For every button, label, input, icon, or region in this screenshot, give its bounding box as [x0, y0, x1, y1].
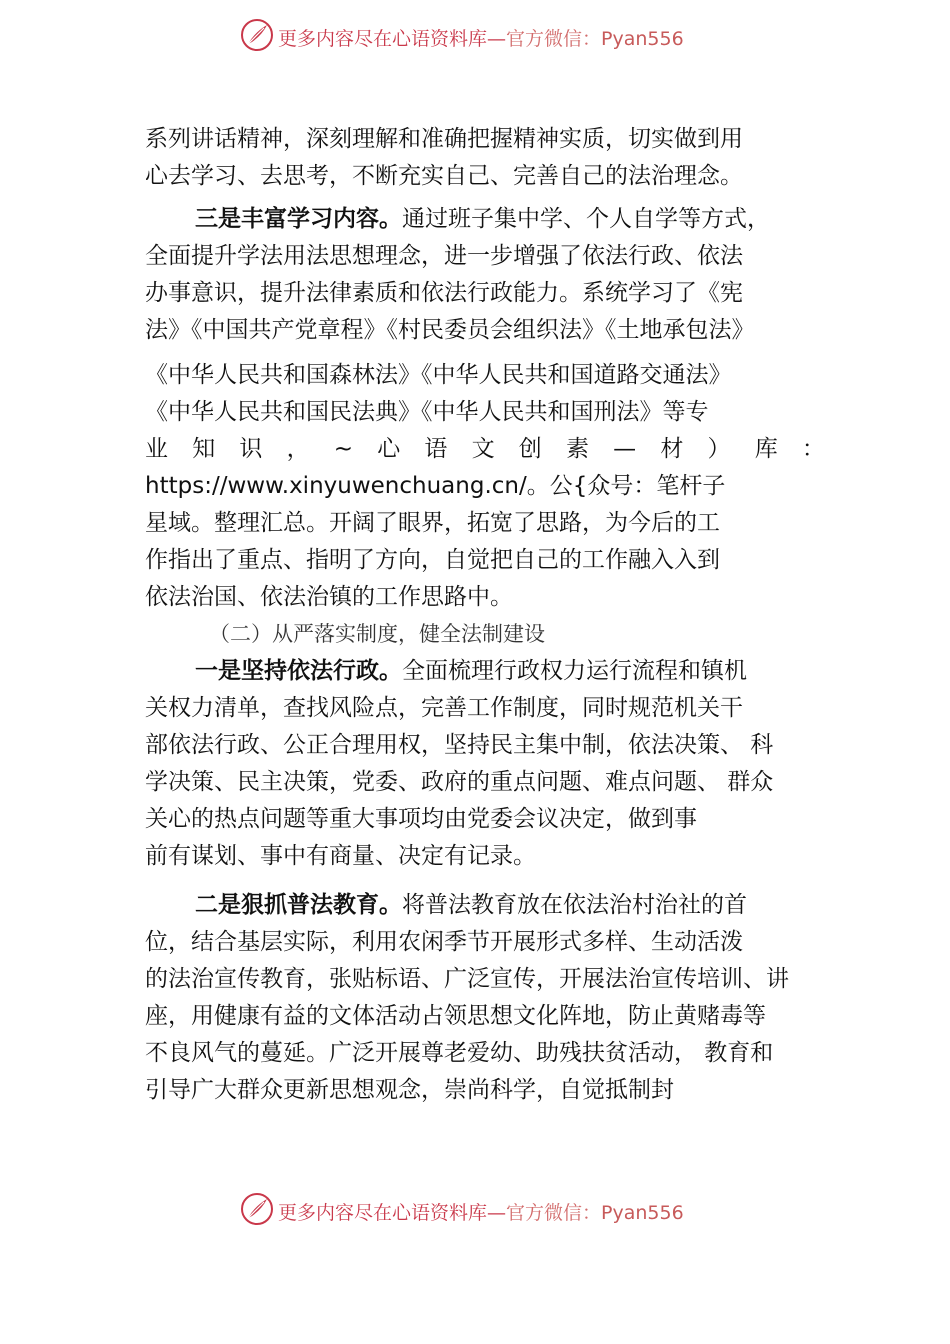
text-line-spaced — [145, 431, 825, 468]
banner-wechat-label: 官方微信： — [506, 28, 602, 50]
text-line: 《中华人民共和国民法典》《中华人民共和国刑法》等专 — [145, 399, 709, 425]
text-line: 依法治国、依法治镇的工作思路中。 — [145, 584, 513, 610]
text-span: 通过班子集中学、个人自学等方式， — [402, 206, 770, 232]
text-line: 引导广大群众更新思想观念，崇尚科学，自觉抵制封 — [145, 1077, 674, 1103]
spaced-char: ， — [286, 436, 310, 462]
text-line: 位，结合基层实际，利用农闲季节开展形式多样、生动活泼 — [145, 929, 743, 955]
spaced-char: 语 — [424, 436, 448, 462]
text-line: 部依法行政、公正合理用权，坚持民主集中制，依法决策、 科 — [145, 732, 774, 758]
spaced-char: 创 — [518, 436, 542, 462]
spaced-char: 文 — [471, 436, 495, 462]
spaced-char: ） — [707, 436, 731, 462]
spaced-char: — — [613, 436, 637, 462]
text-line-url: https://www.xinyuwenchuang.cn/。公{众号：笔杆子 — [145, 473, 726, 499]
banner-account: Pyan556 — [601, 1202, 684, 1224]
paragraph-study-content — [145, 201, 825, 616]
text-span: 全面梳理行政权力运行流程和镇机 — [402, 658, 747, 684]
paragraph-law-education — [145, 887, 825, 1109]
text-line: 系列讲话精神，深刻理解和准确把握精神实质，切实做到用 — [145, 126, 743, 152]
spaced-char: 业 — [145, 436, 168, 462]
banner-text — [278, 24, 684, 51]
spaced-char: ： — [801, 436, 825, 462]
spaced-char: 材 — [660, 436, 684, 462]
banner-wechat-label: 官方微信： — [506, 1202, 602, 1224]
quill-logo-icon — [240, 1192, 274, 1226]
paragraph-heading: 二是狠抓普法教育。 — [195, 892, 402, 918]
text-line — [145, 653, 825, 690]
text-line: 的法治宣传教育，张贴标语、广泛宣传，开展法治宣传培训、讲 — [145, 966, 789, 992]
banner-account: Pyan556 — [601, 28, 684, 50]
paragraph-heading: 三是丰富学习内容。 — [195, 206, 402, 232]
text-span: 将普法教育放在依法治村治社的首 — [402, 892, 747, 918]
quill-logo-icon — [240, 18, 274, 52]
text-line: 作指出了重点、指明了方向，自觉把自己的工作融入入到 — [145, 547, 720, 573]
header-banner — [0, 16, 950, 56]
text-line: 办事意识，提升法律素质和依法行政能力。系统学习了《宪 — [145, 280, 743, 306]
banner-brand: 更多内容尽在心语资料库 — [278, 28, 488, 50]
text-line: 学决策、民主决策，党委、政府的重点问题、难点问题、 群众 — [145, 769, 774, 795]
banner-brand: 更多内容尽在心语资料库 — [278, 1202, 488, 1224]
text-line — [145, 887, 825, 924]
text-line: 法》《中国共产党章程》《村民委员会组织法》《土地承包法》 — [145, 317, 755, 343]
paragraph-heading: 一是坚持依法行政。 — [195, 658, 402, 684]
spaced-char: ~ — [333, 436, 354, 462]
text-line — [145, 201, 825, 238]
document-body — [145, 121, 825, 1109]
text-line: 座，用健康有益的文体活动占领思想文化阵地，防止黄赌毒等 — [145, 1003, 766, 1029]
spaced-char: 识 — [239, 436, 263, 462]
text-line: 星域。整理汇总。开阔了眼界，拓宽了思路，为今后的工 — [145, 510, 720, 536]
text-line: 全面提升学法用法思想理念，进一步增强了依法行政、依法 — [145, 243, 743, 269]
spaced-char: 知 — [192, 436, 216, 462]
spaced-char: 库 — [754, 436, 778, 462]
spaced-char: 素 — [565, 436, 589, 462]
banner-dash: — — [487, 28, 507, 50]
paragraph-intro — [145, 121, 825, 195]
text-line: 关心的热点问题等重大事项均由党委会议决定，做到事 — [145, 806, 697, 832]
text-line: 关权力清单，查找风险点，完善工作制度，同时规范机关干 — [145, 695, 743, 721]
banner-text — [278, 1198, 684, 1225]
text-line: 心去学习、去思考，不断充实自己、完善自己的法治理念。 — [145, 163, 743, 189]
footer-banner — [0, 1190, 950, 1230]
text-line: 《中华人民共和国森林法》《中华人民共和国道路交通法》 — [145, 362, 732, 388]
section-subheading: （二）从严落实制度，健全法制建设 — [209, 622, 545, 646]
spaced-char: 心 — [377, 436, 401, 462]
banner-dash: — — [487, 1202, 507, 1224]
text-line: 前有谋划、事中有商量、决定有记录。 — [145, 843, 536, 869]
text-line: 不良风气的蔓延。广泛开展尊老爱幼、助残扶贫活动， 教育和 — [145, 1040, 774, 1066]
paragraph-administration — [145, 653, 825, 875]
